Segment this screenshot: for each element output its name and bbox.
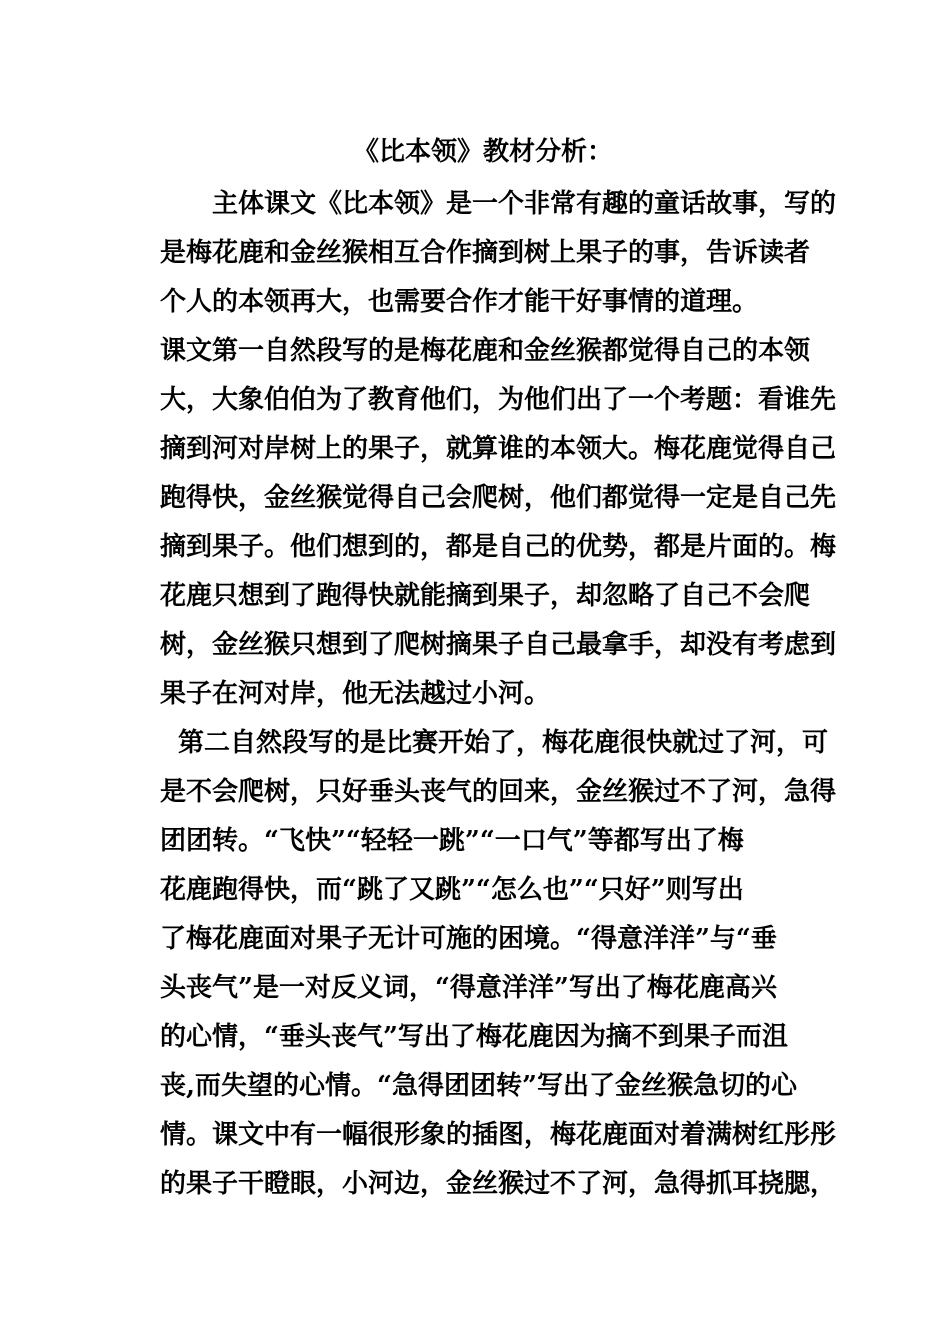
text-line: 大，大象伯伯为了教育他们，为他们出了一个考题：看谁先: [160, 385, 837, 415]
text-line: 了梅花鹿面对果子无计可施的困境。“得意洋洋”与“垂: [160, 924, 777, 954]
text-line: 课文第一自然段写的是梅花鹿和金丝猴都觉得自己的本领: [160, 336, 811, 366]
text-line: 是梅花鹿和金丝猴相互合作摘到树上果子的事，告诉读者: [160, 238, 811, 268]
text-line: 情。课文中有一幅很形象的插图，梅花鹿面对着满树红彤彤: [160, 1120, 837, 1150]
document-title: 《比本领》教材分析：: [352, 137, 613, 167]
text-line: 摘到果子。他们想到的，都是自己的优势，都是片面的。梅: [160, 532, 837, 562]
text-line: 个人的本领再大，也需要合作才能干好事情的道理。: [160, 287, 759, 317]
text-line: 摘到河对岸树上的果子，就算谁的本领大。梅花鹿觉得自己: [160, 434, 837, 464]
text-line: 团团转。“飞快”“轻轻一跳”“一口气”等都写出了梅: [160, 826, 744, 856]
text-line: 花鹿只想到了跑得快就能摘到果子，却忽略了自己不会爬: [160, 581, 811, 611]
text-line: 的心情，“垂头丧气”写出了梅花鹿因为摘不到果子而沮: [160, 1022, 788, 1052]
text-line: 主体课文《比本领》是一个非常有趣的童话故事，写的: [212, 189, 837, 219]
text-line: 丧,而失望的心情。“急得团团转”写出了金丝猴急切的心: [160, 1071, 797, 1101]
text-line: 第二自然段写的是比赛开始了，梅花鹿很快就过了河，可: [178, 728, 829, 758]
text-line: 果子在河对岸，他无法越过小河。: [160, 679, 551, 709]
text-line: 的果子干瞪眼，小河边，金丝猴过不了河，急得抓耳挠腮，: [160, 1169, 837, 1199]
text-line: 跑得快，金丝猴觉得自己会爬树，他们都觉得一定是自己先: [160, 483, 837, 513]
text-line: 树，金丝猴只想到了爬树摘果子自己最拿手，却没有考虑到: [160, 630, 837, 660]
text-line: 头丧气”是一对反义词，“得意洋洋”写出了梅花鹿高兴: [160, 973, 777, 1003]
text-line: 花鹿跑得快，而“跳了又跳”“怎么也”“只好”则写出: [160, 875, 744, 905]
text-line: 是不会爬树，只好垂头丧气的回来，金丝猴过不了河，急得: [160, 777, 837, 807]
